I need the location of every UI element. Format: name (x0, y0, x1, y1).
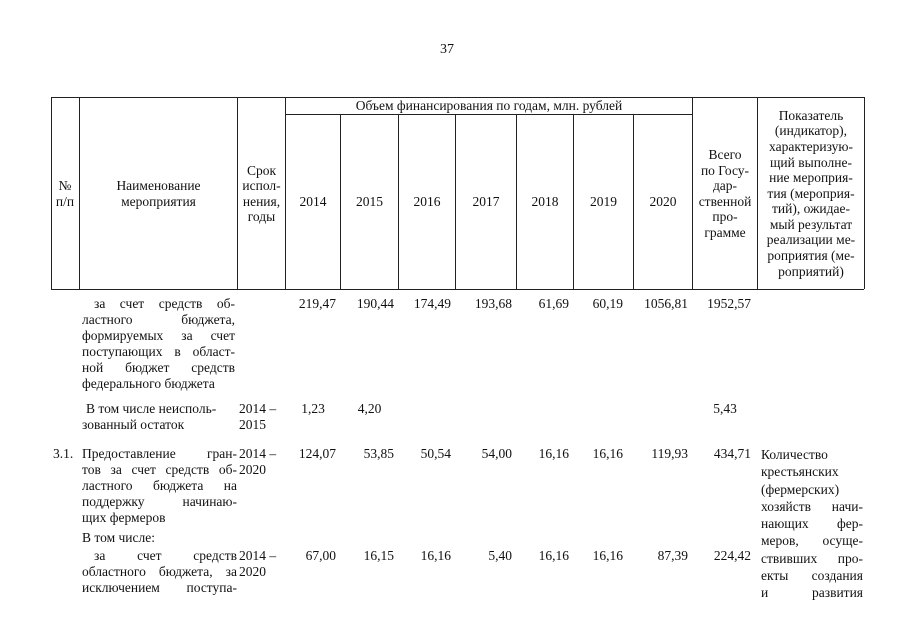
row3-2014: 124,07 (298, 446, 336, 461)
row3-2019: 16,16 (592, 446, 623, 461)
row1-total: 1952,57 (707, 296, 751, 311)
row5-2014: 67,00 (305, 548, 336, 563)
header-name: Наименование мероприятия (116, 178, 201, 209)
row3-name: Предоставление гран- тов за счет средств об- ластного бюджета на поддержку начинаю- щих фермеров (82, 446, 237, 525)
row1-2016: 174,49 (413, 296, 451, 311)
row2-term: 2014 – 2015 (239, 401, 277, 432)
row3-total: 434,71 (713, 446, 751, 461)
header-year-2020: 2020 (649, 194, 677, 210)
row1-name: за счет средств об- ластного бюджета, формируемых за счет поступающих в област- ной бюджет средств федерального бюджета (82, 296, 235, 391)
header-year-2017: 2017 (472, 194, 500, 210)
row3-2020: 119,93 (651, 446, 688, 461)
row5-2018: 16,16 (538, 548, 569, 563)
row3-2015: 53,85 (363, 446, 394, 461)
row1-2017: 193,68 (474, 296, 512, 311)
row3-2016: 50,54 (420, 446, 451, 461)
row5-2015: 16,15 (363, 548, 394, 563)
header-year-2016: 2016 (413, 194, 441, 210)
header-year-2019: 2019 (590, 194, 617, 210)
row5-2020: 87,39 (657, 548, 688, 563)
row3-2018: 16,16 (538, 446, 569, 461)
header-funding-title: Объем финансирования по годам, млн. рублей (355, 97, 623, 113)
row3-term: 2014 – 2020 (239, 446, 277, 477)
row3-2017: 54,00 (481, 446, 512, 461)
header-total: Всего по Госу- дар- ственной про- грамме (698, 147, 752, 240)
header-bottom-border (51, 289, 864, 290)
header-num: № п/п (55, 178, 75, 209)
row2-name: В том числе неисполь- зованный остаток (82, 401, 217, 432)
row1-2019: 60,19 (592, 296, 623, 311)
header-year-2015: 2015 (356, 194, 383, 210)
row5-2017: 5,40 (488, 548, 512, 563)
header-year-2014: 2014 (299, 194, 327, 210)
row2-2015: 4,20 (357, 401, 382, 416)
row5-2016: 16,16 (420, 548, 451, 563)
row1-2014: 219,47 (298, 296, 336, 311)
row2-total: 5,43 (713, 401, 737, 416)
row1-2018: 61,69 (538, 296, 569, 311)
row5-name: за счет средств областного бюджета, за исключением поступа- (82, 548, 237, 595)
row5-2019: 16,16 (592, 548, 623, 563)
row1-2020: 1056,81 (644, 296, 688, 311)
row2-2014: 1,23 (301, 401, 325, 416)
page-number: 37 (440, 42, 454, 57)
row3-num: 3.1. (53, 446, 74, 461)
header-year-2018: 2018 (531, 194, 559, 210)
header-indicator: Показатель (индикатор), характеризую- щий выполне- ние мероприя- тия (мероприя- тий), ожидае- мый результат реализации ме- роприятия (ме- роприятий) (766, 107, 856, 279)
row3-indicator: Количество крестьянских (фермерских) хозяйств начи- нающих фер- меров, осуще- ствивших про- екты создания и развития (761, 447, 863, 601)
row4-name: В том числе: (82, 530, 155, 545)
row1-2015: 190,44 (356, 296, 394, 311)
col-border-right (864, 97, 865, 289)
row5-total: 224,42 (713, 548, 751, 563)
header-term: Срок испол- нения, годы (242, 162, 281, 224)
row5-term: 2014 – 2020 (239, 548, 277, 579)
